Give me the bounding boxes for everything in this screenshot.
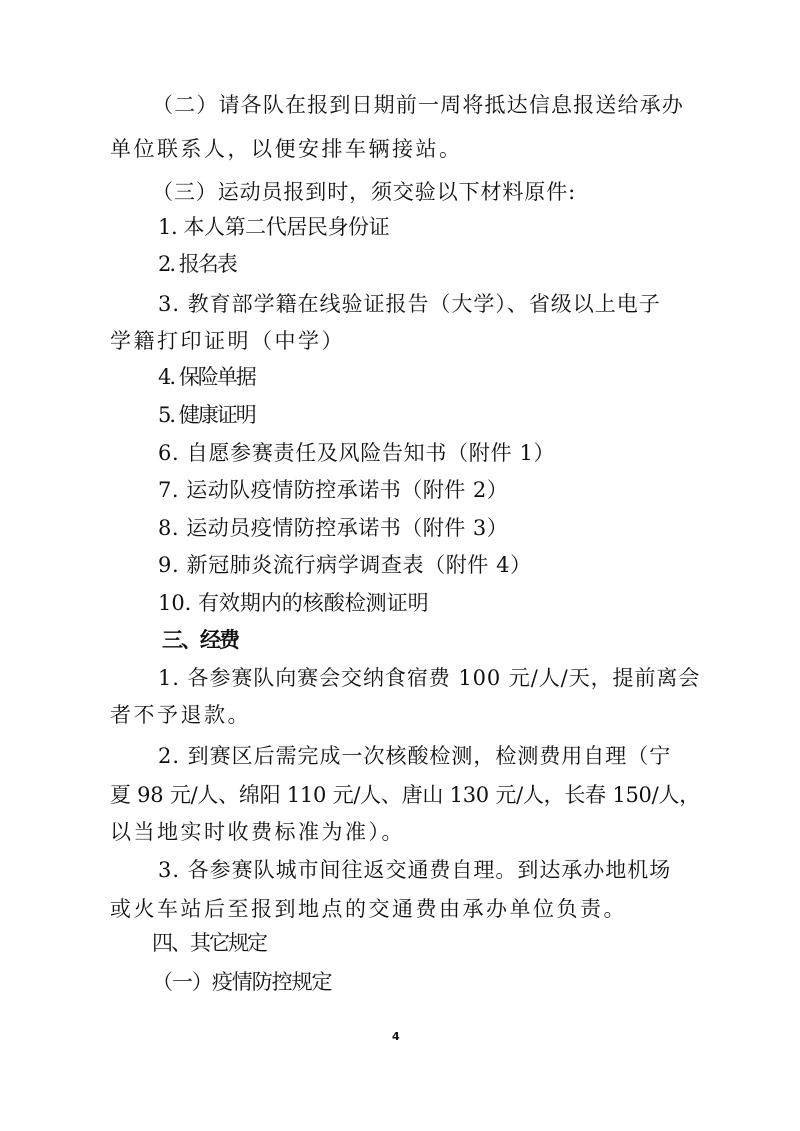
paragraph-arrival-info-cont: 单位联系人，以便安排车辆接站。 bbox=[110, 137, 463, 161]
paragraph-funding-1: 1. 各参赛队向赛会交纳食宿费 100 元/人/天，提前离会 bbox=[158, 666, 701, 690]
paragraph-arrival-info: （二）请各队在报到日期前一周将抵达信息报送给承办 bbox=[152, 93, 684, 117]
paragraph-funding-2: 2. 到赛区后需完成一次核酸检测，检测费用自理（宁 bbox=[158, 744, 672, 768]
list-item: 10. 有效期内的核酸检测证明 bbox=[158, 591, 429, 615]
list-item: 9. 新冠肺炎流行病学调查表（附件 4） bbox=[158, 553, 532, 577]
list-item-cont: 学籍打印证明（中学） bbox=[110, 329, 345, 353]
paragraph-funding-2-cont: 夏 98 元/人、绵阳 110 元/人、唐山 130 元/人，长春 150/人， bbox=[110, 783, 700, 807]
list-item: 8. 运动员疫情防控承诺书（附件 3） bbox=[158, 516, 509, 540]
list-item: 4. 保险单据 bbox=[158, 365, 255, 389]
subsection-heading-epidemic: （一）疫情防控规定 bbox=[152, 970, 332, 994]
list-item: 1. 本人第二代居民身份证 bbox=[158, 215, 390, 239]
page-number: 4 bbox=[392, 1030, 400, 1043]
paragraph-funding-3-cont: 或火车站后至报到地点的交通费由承办单位负责。 bbox=[110, 897, 627, 921]
list-item: 7. 运动队疫情防控承诺书（附件 2） bbox=[158, 478, 509, 502]
list-item: 2. 报名表 bbox=[158, 252, 236, 276]
paragraph-materials-intro: （三）运动员报到时，须交验以下材料原件: bbox=[152, 180, 577, 204]
list-item: 6. 自愿参赛责任及风险告知书（附件 1） bbox=[158, 441, 556, 465]
paragraph-funding-1-cont: 者不予退款。 bbox=[110, 703, 251, 727]
list-item: 3. 教育部学籍在线验证报告（大学）、省级以上电子 bbox=[158, 292, 661, 316]
list-item: 5. 健康证明 bbox=[158, 403, 255, 427]
paragraph-funding-2-cont: 以当地实时收费标准为准）。 bbox=[110, 820, 405, 844]
paragraph-funding-3: 3. 各参赛队城市间往返交通费自理。到达承办地机场 bbox=[158, 858, 672, 882]
section-heading-other-rules: 四、其它规定 bbox=[152, 931, 266, 955]
section-heading-funding: 三、经费 bbox=[162, 628, 238, 652]
